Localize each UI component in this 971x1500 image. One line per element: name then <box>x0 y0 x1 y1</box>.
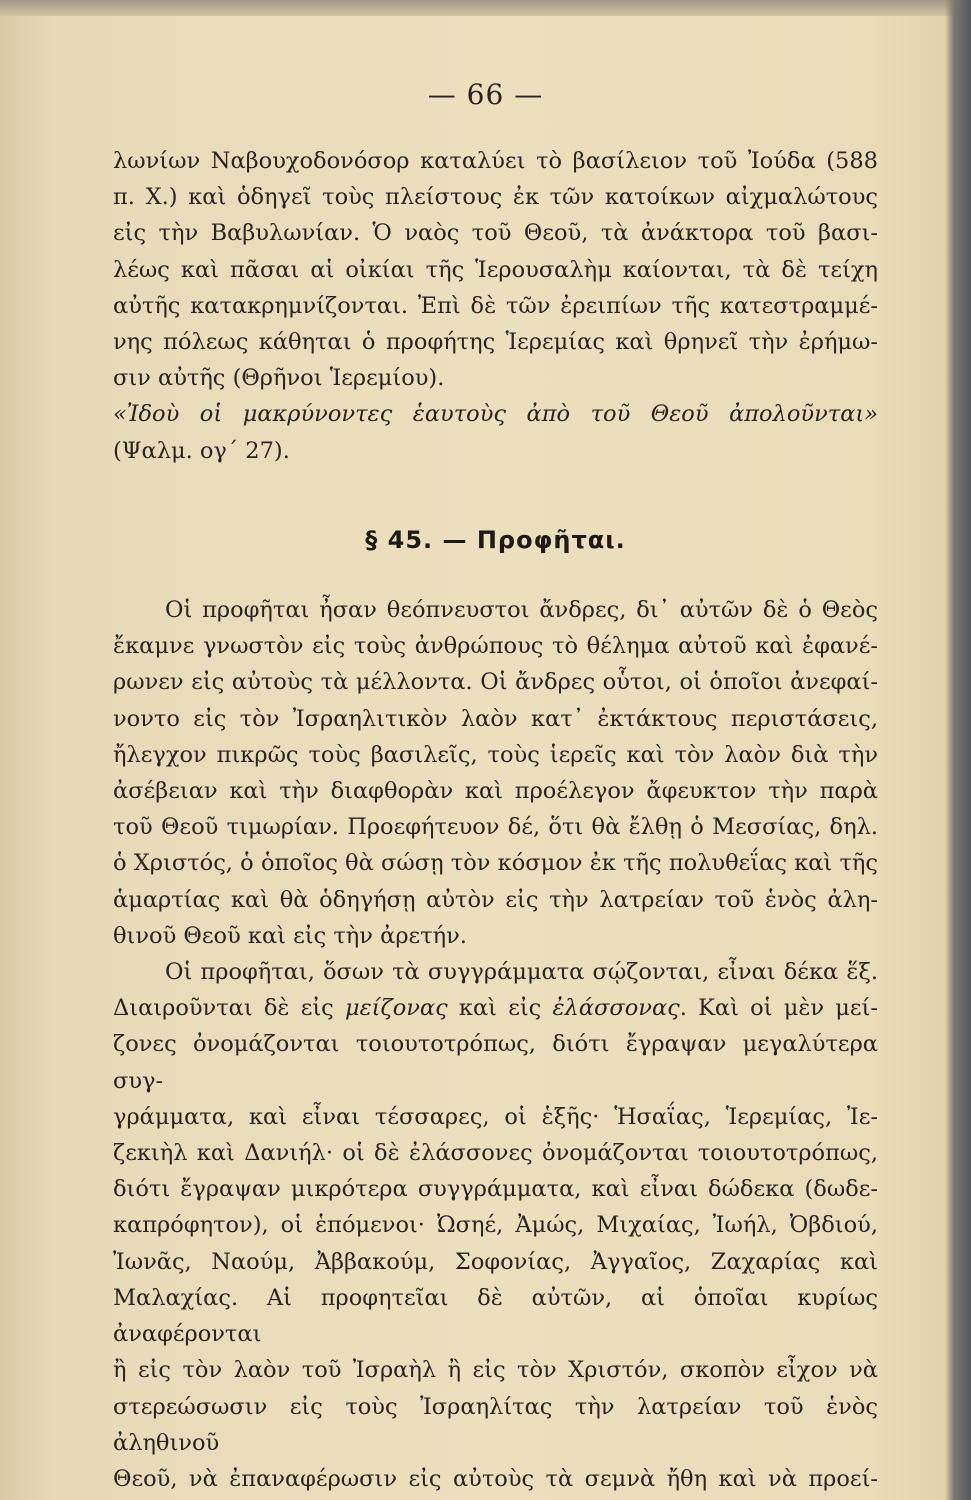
text-line: σιν αὐτῆς (Θρῆνοι Ἱερεμίου). <box>113 365 445 392</box>
paragraph-1 <box>113 143 878 396</box>
text-line: νοντο εἰς τὸν Ἰσραηλιτικὸν λαὸν κατ᾽ ἐκτάκτους περιστάσεις, <box>113 705 878 732</box>
text-span: . Καὶ οἱ μὲν μεί- <box>679 995 878 1022</box>
paragraph-3 <box>113 954 878 1497</box>
paragraph-3-line-1: Οἱ προφῆται, ὅσων τὰ συγγράμματα σῴζονται, εἶναι δέκα ἕξ. <box>165 959 878 986</box>
text-line: ἁμαρτίας καὶ θὰ ὁδηγήσῃ αὐτὸν εἰς τὴν λατρείαν τοῦ ἑνὸς ἀλη- <box>113 886 878 913</box>
page-top-edge <box>0 0 971 16</box>
text-line: ὁ Χριστός, ὁ ὁποῖος θὰ σώσῃ τὸν κόσμον ἐκ τῆς πολυθεΐας καὶ τῆς <box>113 850 878 877</box>
text-span: Διαιροῦνται δὲ εἰς <box>113 995 345 1022</box>
quote-reference: (Ψαλμ. ογ´ 27). <box>113 437 290 464</box>
text-line: θινοῦ Θεοῦ καὶ εἰς τὴν ἀρετήν. <box>113 922 467 949</box>
text-line: ἔκαμνε γνωστὸν εἰς τοὺς ἀνθρώπους τὸ θέλημα αὐτοῦ καὶ ἐφανέ- <box>113 633 878 660</box>
text-line: π. Χ.) καὶ ὁδηγεῖ τοὺς πλείστους ἐκ τῶν κατοίκων αἰχμαλώτους <box>113 184 878 211</box>
section-heading: § 45. — Προφῆται. <box>365 525 626 554</box>
text-line: λέως καὶ πᾶσαι αἱ οἰκίαι τῆς Ἱερουσαλὴμ καίονται, τὰ δὲ τείχη <box>113 256 878 283</box>
text-line: στερεώσωσιν εἰς τοὺς Ἰσραηλίτας τὴν λατρείαν τοῦ ἑνὸς ἀληθινοῦ <box>113 1393 878 1456</box>
term-greater: μείζονας <box>344 995 448 1022</box>
text-line: Οἱ προφῆται ἦσαν θεόπνευστοι ἄνδρες, δι᾽ αὐτῶν δὲ ὁ Θεὸς <box>165 597 878 624</box>
text-line: ἤλεγχον πικρῶς τοὺς βασιλεῖς, τοὺς ἱερεῖς καὶ τὸν λαὸν διὰ τὴν <box>113 741 878 768</box>
text-line: ἀσέβειαν καὶ τὴν διαφθορὰν καὶ προέλεγον ἄφευκτον τὴν παρὰ <box>113 778 878 805</box>
text-line: ζεκιὴλ καὶ Δανιήλ· οἱ δὲ ἐλάσσονες ὀνομάζονται τοιουτοτρόπως, <box>113 1140 878 1167</box>
text-line: διότι ἔγραψαν μικρότερα συγγράμματα, καὶ εἶναι δώδεκα (δωδε- <box>113 1176 878 1203</box>
quote-line: «Ἰδοὺ οἱ μακρύνοντες ἑαυτοὺς ἀπὸ τοῦ Θεοῦ ἀπολοῦνται» <box>113 401 878 428</box>
term-lesser: ἐλάσσονας <box>552 995 680 1022</box>
paragraph-3-line-2 <box>113 990 878 1026</box>
page-number: — 66 — <box>427 78 544 111</box>
text-line: εἰς τὴν Βαβυλωνίαν. Ὁ ναὸς τοῦ Θεοῦ, τὰ ἀνάκτορα τοῦ βασι- <box>113 220 878 247</box>
text-line: τοῦ Θεοῦ τιμωρίαν. Προεφήτευον δέ, ὅτι θὰ ἔλθῃ ὁ Μεσσίας, δηλ. <box>113 814 878 841</box>
text-line: ρωνεν εἰς αὐτοὺς τὰ μέλλοντα. Οἱ ἄνδρες οὗτοι, οἱ ὁποῖοι ἀνεφαί- <box>113 669 878 696</box>
text-line: Μαλαχίας. Αἱ προφητεῖαι δὲ αὐτῶν, αἱ ὁποῖαι κυρίως ἀναφέρονται <box>113 1284 878 1348</box>
text-line: Θεοῦ, νὰ ἐπαναφέρωσιν εἰς αὐτοὺς τὰ σεμνὰ ἤθη καὶ νὰ προεί- <box>113 1465 878 1492</box>
text-line: γράμματα, καὶ εἶναι τέσσαρες, οἱ ἑξῆς· Ἡσαΐας, Ἱερεμίας, Ἰε- <box>113 1103 878 1130</box>
text-line: καπρόφητον), οἱ ἑπόμενοι· Ὠσηέ, Ἀμώς, Μιχαίας, Ἰωήλ, Ὀβδιού, <box>113 1212 878 1239</box>
text-line: Ἰωνᾶς, Ναούμ, Ἀββακούμ, Σοφονίας, Ἀγγαῖος, Ζαχαρίας καὶ <box>113 1248 878 1275</box>
text-line: νης πόλεως κάθηται ὁ προφήτης Ἱερεμίας καὶ θρηνεῖ τὴν ἐρήμω- <box>113 329 878 356</box>
text-line: αὐτῆς κατακρημνίζονται. Ἐπὶ δὲ τῶν ἐρειπίων τῆς κατεστραμμέ- <box>113 292 878 319</box>
text-line: λωνίων Ναβουχοδονόσορ καταλύει τὸ βασίλειον τοῦ Ἰούδα (588 <box>113 148 878 174</box>
text-line: ἢ εἰς τὸν λαὸν τοῦ Ἰσραὴλ ἢ εἰς τὸν Χριστόν, σκοπὸν εἶχον νὰ <box>113 1357 878 1384</box>
page-binding-edge <box>945 0 971 1500</box>
paragraph-3-rest <box>113 1026 878 1497</box>
text-line: ζονες ὀνομάζονται τοιουτοτρόπως, διότι ἔγραψαν μεγαλύτερα συγ- <box>113 1031 878 1094</box>
text-span: καὶ εἰς <box>447 995 553 1022</box>
page-body <box>113 143 878 1497</box>
paragraph-2 <box>113 592 878 954</box>
